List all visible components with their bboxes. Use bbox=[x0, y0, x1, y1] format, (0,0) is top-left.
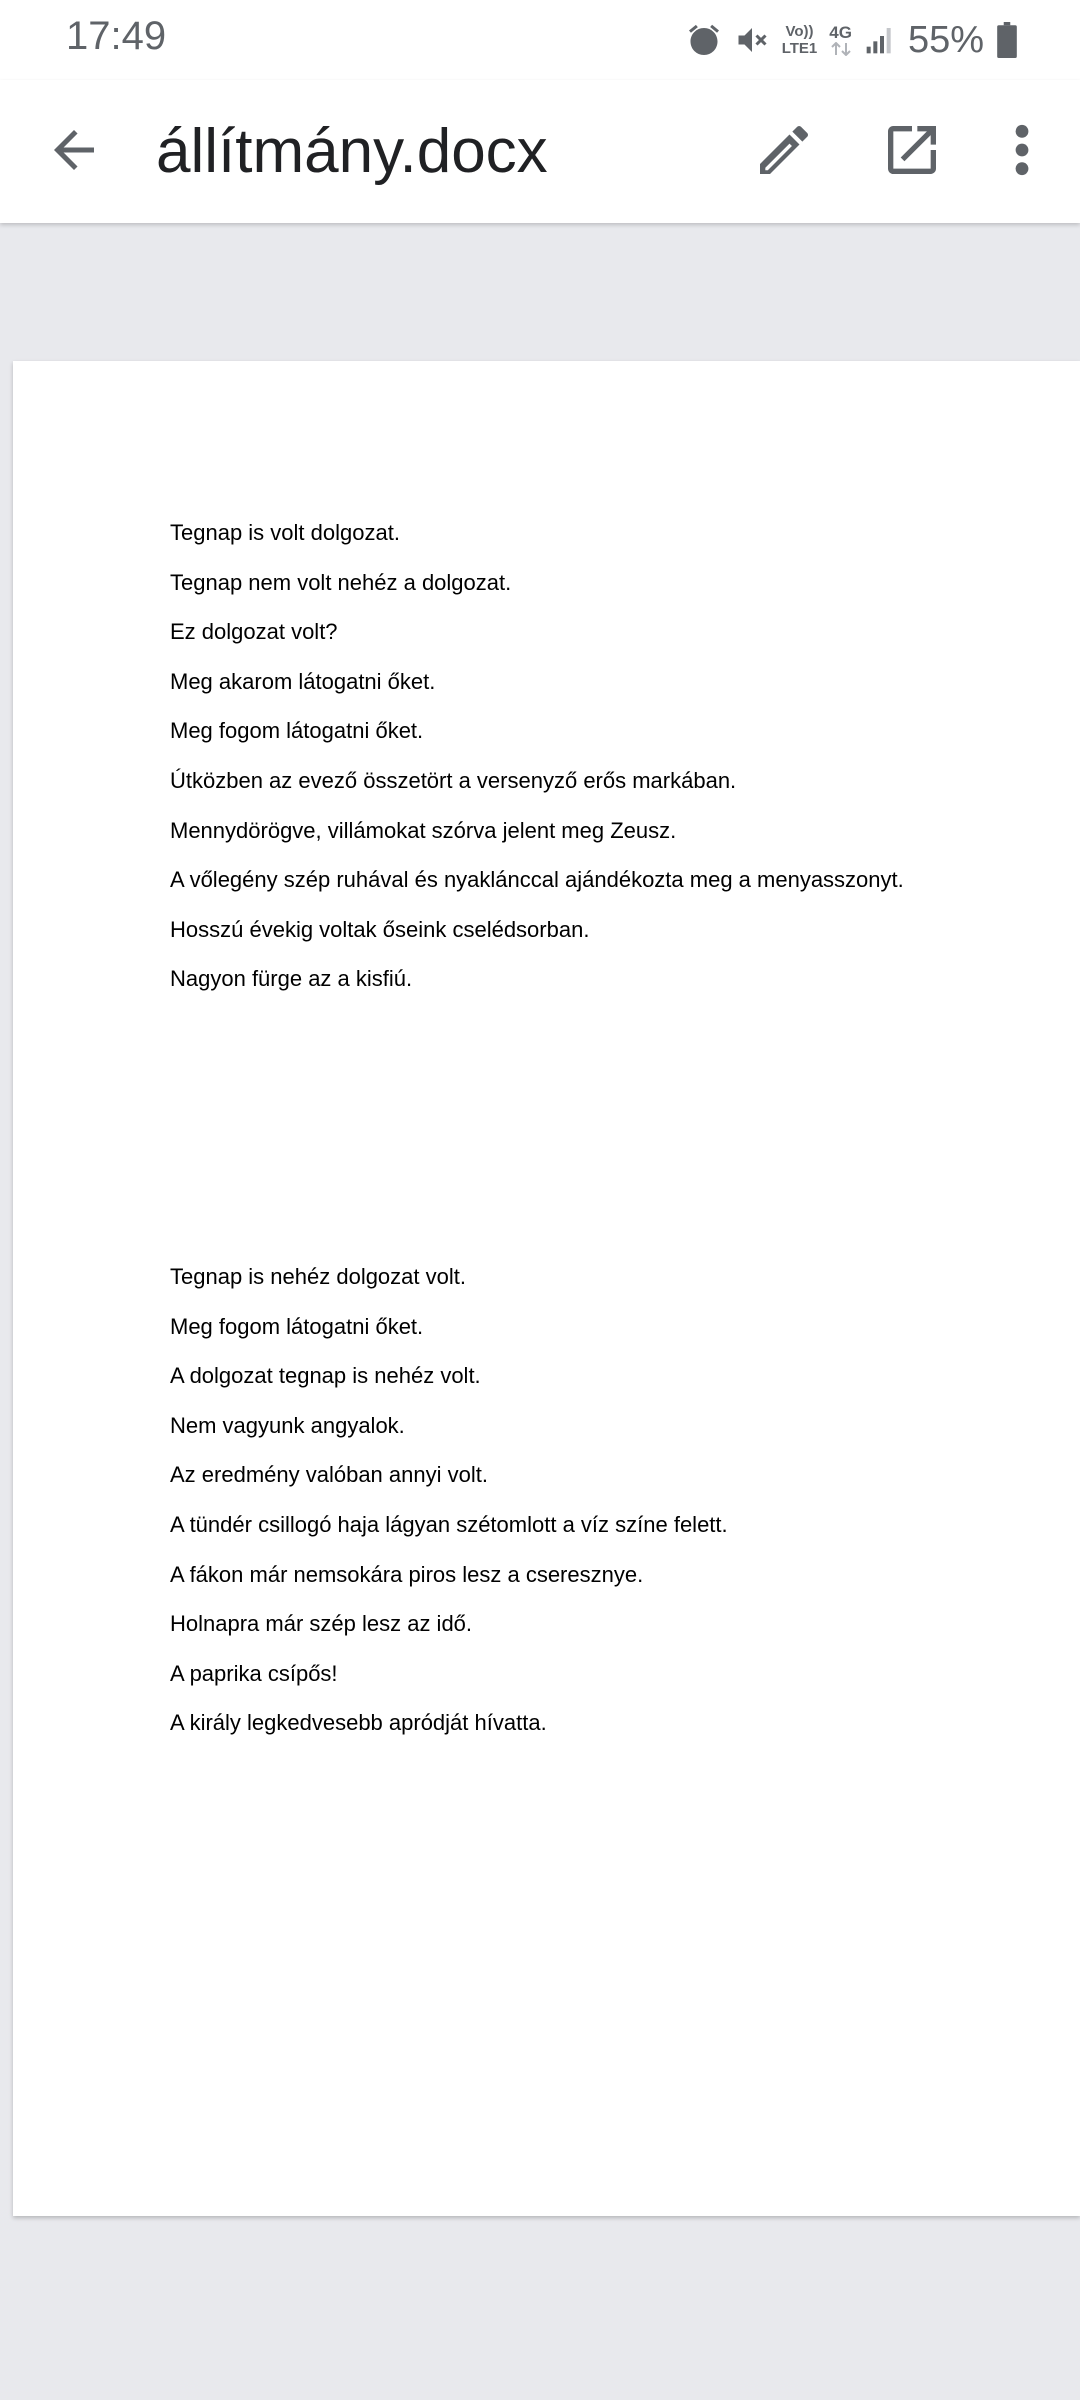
signal-icon bbox=[864, 24, 896, 56]
status-bar bbox=[0, 0, 1080, 80]
more-options-button[interactable] bbox=[1000, 118, 1044, 182]
document-line: Ez dolgozat volt? bbox=[170, 619, 338, 645]
lte-label: LTE1 bbox=[781, 40, 818, 57]
document-line: Tegnap is volt dolgozat. bbox=[170, 520, 400, 545]
document-line: Meg akarom látogatni őket. bbox=[170, 668, 436, 694]
status-icons bbox=[686, 12, 1018, 68]
alarm-icon bbox=[686, 22, 722, 58]
battery-percent: 55% bbox=[907, 18, 984, 61]
document-line: Útközben az evező összetört a versenyző erős markában. bbox=[170, 767, 737, 793]
back-button[interactable] bbox=[44, 120, 104, 180]
volte-label: Vo)) bbox=[785, 23, 814, 40]
data-arrows-icon bbox=[830, 42, 852, 56]
status-time: 17:49 bbox=[66, 14, 167, 58]
document-line: A tündér csillogó haja lágyan szétomlott a víz színe felett. bbox=[170, 1511, 728, 1537]
document-line: A dolgozat tegnap is nehéz volt. bbox=[170, 1363, 481, 1389]
open-in-new-icon bbox=[880, 118, 944, 182]
open-in-app-button[interactable] bbox=[880, 118, 944, 182]
document-line: Az eredmény valóban annyi volt. bbox=[170, 1462, 488, 1488]
edit-button[interactable] bbox=[752, 118, 816, 182]
document-line: A fákon már nemsokára piros lesz a cseresznye. bbox=[170, 1561, 644, 1587]
document-line: A vőlegény szép ruhával és nyaklánccal ajándékozta meg a menyasszonyt. bbox=[170, 867, 904, 893]
document-section-2 bbox=[170, 1252, 728, 1748]
document-line: Mennydörögve, villámokat szórva jelent meg Zeusz. bbox=[170, 817, 677, 843]
document-line: Meg fogom látogatni őket. bbox=[170, 1313, 424, 1339]
network-type-indicator bbox=[829, 24, 852, 56]
mute-icon bbox=[734, 22, 770, 58]
battery-icon bbox=[996, 22, 1018, 58]
document-line: Meg fogom látogatni őket. bbox=[170, 718, 424, 744]
more-vert-icon bbox=[1000, 118, 1044, 182]
document-section-1 bbox=[170, 508, 904, 1004]
document-line: A paprika csípős! bbox=[170, 1660, 338, 1686]
document-line: Tegnap is nehéz dolgozat volt. bbox=[170, 1264, 466, 1289]
document-line: Nem vagyunk angyalok. bbox=[170, 1412, 405, 1438]
document-line: Holnapra már szép lesz az idő. bbox=[170, 1611, 473, 1637]
volte-indicator bbox=[782, 23, 818, 57]
document-line: Tegnap nem volt nehéz a dolgozat. bbox=[170, 569, 512, 595]
document-line: Nagyon fürge az a kisfiú. bbox=[170, 966, 413, 992]
network-type-label: 4G bbox=[829, 23, 852, 42]
pencil-icon bbox=[752, 118, 816, 182]
back-arrow-icon bbox=[44, 120, 104, 180]
document-line: Hosszú évekig voltak őseink cselédsorban. bbox=[170, 916, 590, 942]
document-line: A király legkedvesebb apródját hívatta. bbox=[170, 1710, 547, 1736]
app-bar bbox=[0, 80, 1080, 223]
document-title: állítmány.docx bbox=[156, 117, 548, 186]
document-page[interactable] bbox=[13, 361, 1080, 2216]
